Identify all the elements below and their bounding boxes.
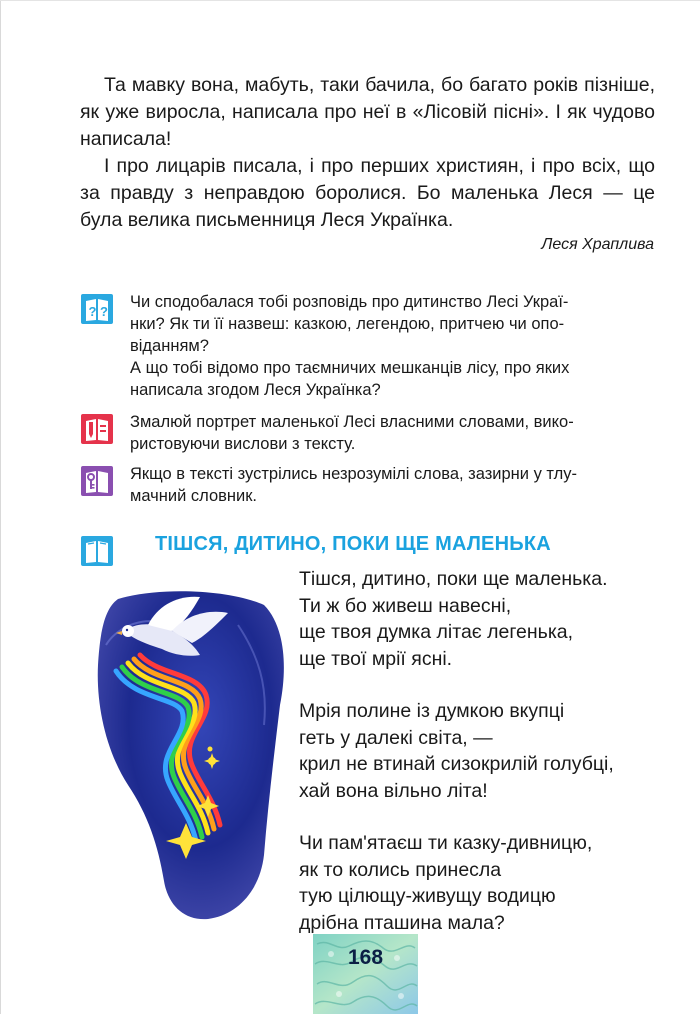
task-line: ристовуючи вислови з тексту. [130, 435, 356, 453]
poem-line: як то колись принесла [299, 858, 502, 881]
poem-line: дрібна пташина мала? [299, 911, 505, 934]
page-edge-top [0, 0, 700, 1]
task-line: Змалюй портрет маленької Лесі власними словами, вико- [130, 413, 574, 431]
task-line: А що тобі відомо про таємничих мешканців лісу, про яких [130, 359, 570, 377]
poem-line: Ти ж бо живеш навесні, [299, 594, 512, 617]
story-paragraph: І про лицарів писала, і про перших християн, і про всіх, що за правду з неправдою боролися. Бо маленька Леся — це була велика письменниця Леся Українка. [80, 155, 655, 231]
question-book-icon [80, 293, 114, 325]
poem-stanza [299, 566, 614, 672]
poem-stanza [299, 830, 614, 936]
task-line: нки? Як ти її назвеш: казкою, легендою, притчею чи опо- [130, 315, 565, 333]
task-portrait [80, 411, 655, 455]
story-text [80, 72, 655, 234]
task-question [80, 291, 655, 401]
poem-line: ще твої мрії ясні. [299, 647, 453, 670]
poem-title: ТІШСЯ, ДИТИНО, ПОКИ ЩЕ МАЛЕНЬКА [155, 533, 551, 555]
task-line: віданням? [130, 337, 209, 355]
poem-line: тую цілющу-живущу водицю [299, 885, 556, 907]
page-number: 168 [347, 946, 384, 969]
poem-line: крил не втинай сизокрилій голубці, [299, 753, 614, 775]
story-author: Леся Храплива [541, 236, 654, 253]
page-edge [0, 0, 1, 1014]
task-dictionary [80, 463, 655, 507]
key-book-icon [80, 465, 114, 497]
open-book-icon [80, 535, 114, 567]
poem-body [299, 566, 614, 962]
poem-stanza [299, 698, 614, 804]
poem-line: ще твоя думка літає легенька, [299, 621, 574, 643]
poem-line: Чи пам'ятаєш ти казку-дивницю, [299, 832, 593, 854]
task-line: мачний словник. [130, 487, 258, 505]
svg-text:?: ? [100, 304, 108, 319]
task-line: Чи сподобалася тобі розповідь про дитинство Лесі Украї- [130, 293, 569, 311]
svg-text:?: ? [88, 304, 97, 319]
story-paragraph: Та мавку вона, мабуть, таки бачила, бо багато років пізніше, як уже виросла, написала про неї в «Лісовій пісні». І як чудово написала! [80, 74, 655, 150]
task-line: написала згодом Леся Українка? [130, 381, 381, 399]
task-line: Якщо в тексті зустрілись незрозумілі слова, зазирни у тлу- [130, 465, 577, 483]
dove-rainbow-illustration [88, 585, 292, 923]
poem-line: Мрія полине із думкою вкупці [299, 700, 565, 722]
poem-line: хай вона вільно літа! [299, 779, 488, 802]
poem-line: Тішся, дитино, поки ще маленька. [299, 568, 608, 590]
poem-line: геть у далекі світа, — [299, 726, 493, 749]
pencil-book-icon [80, 413, 114, 445]
